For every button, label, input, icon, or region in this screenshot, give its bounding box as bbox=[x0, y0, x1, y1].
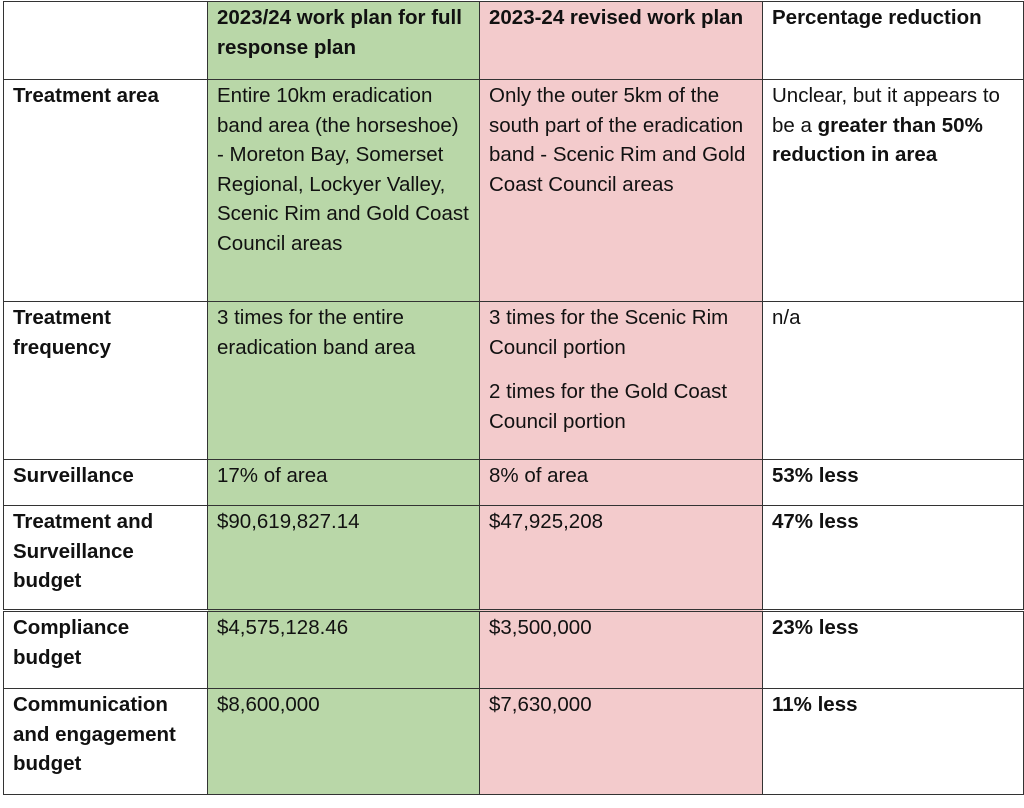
full-plan-cell: 17% of area bbox=[208, 460, 480, 506]
header-percentage-reduction: Percentage reduction bbox=[763, 2, 1024, 80]
full-plan-cell: 3 times for the entire eradication band area bbox=[208, 302, 480, 460]
header-cell-empty bbox=[4, 2, 208, 80]
header-row bbox=[4, 2, 1024, 80]
revised-plan-cell: 8% of area bbox=[480, 460, 763, 506]
header-full-plan: 2023/24 work plan for full response plan bbox=[208, 2, 480, 80]
reduction-cell: n/a bbox=[763, 302, 1024, 460]
full-plan-cell: $4,575,128.46 bbox=[208, 611, 480, 689]
work-plan-comparison-table bbox=[3, 1, 1024, 795]
revised-plan-cell: $3,500,000 bbox=[480, 611, 763, 689]
full-plan-cell: $90,619,827.14 bbox=[208, 506, 480, 611]
table-row bbox=[4, 689, 1024, 795]
row-label-treatment-area: Treatment area bbox=[4, 80, 208, 302]
full-plan-cell: $8,600,000 bbox=[208, 689, 480, 795]
row-label-communication-budget: Communication and engagement budget bbox=[4, 689, 208, 795]
table-row bbox=[4, 506, 1024, 611]
reduction-emphasis: greater than 50% reduction in area bbox=[772, 113, 983, 166]
reduction-cell bbox=[763, 80, 1024, 302]
revised-plan-cell: $7,630,000 bbox=[480, 689, 763, 795]
table-row bbox=[4, 80, 1024, 302]
revised-plan-cell: Only the outer 5km of the south part of the eradication band - Scenic Rim and Gold Coast Council areas bbox=[480, 80, 763, 302]
revised-plan-cell bbox=[480, 302, 763, 460]
revised-plan-gold-coast: 2 times for the Gold Coast Council portion bbox=[489, 380, 728, 433]
revised-plan-scenic-rim: 3 times for the Scenic Rim Council portion bbox=[489, 306, 729, 359]
table-row bbox=[4, 302, 1024, 460]
header-revised-plan: 2023-24 revised work plan bbox=[480, 2, 763, 80]
table-row bbox=[4, 460, 1024, 506]
reduction-cell: 53% less bbox=[763, 460, 1024, 506]
revised-plan-cell: $47,925,208 bbox=[480, 506, 763, 611]
full-plan-cell: Entire 10km eradication band area (the horseshoe) - Moreton Bay, Somerset Regional, Lockyer Valley, Scenic Rim and Gold Coast Council areas bbox=[208, 80, 480, 302]
row-label-treatment-surveillance-budget: Treatment and Surveillance budget bbox=[4, 506, 208, 611]
reduction-text: Unclear, but it appears to be a bbox=[772, 84, 1000, 137]
table-row bbox=[4, 611, 1024, 689]
reduction-cell: 23% less bbox=[763, 611, 1024, 689]
reduction-cell: 47% less bbox=[763, 506, 1024, 611]
reduction-cell: 11% less bbox=[763, 689, 1024, 795]
row-label-compliance-budget: Compliance budget bbox=[4, 611, 208, 689]
row-label-treatment-frequency: Treatment frequency bbox=[4, 302, 208, 460]
row-label-surveillance: Surveillance bbox=[4, 460, 208, 506]
